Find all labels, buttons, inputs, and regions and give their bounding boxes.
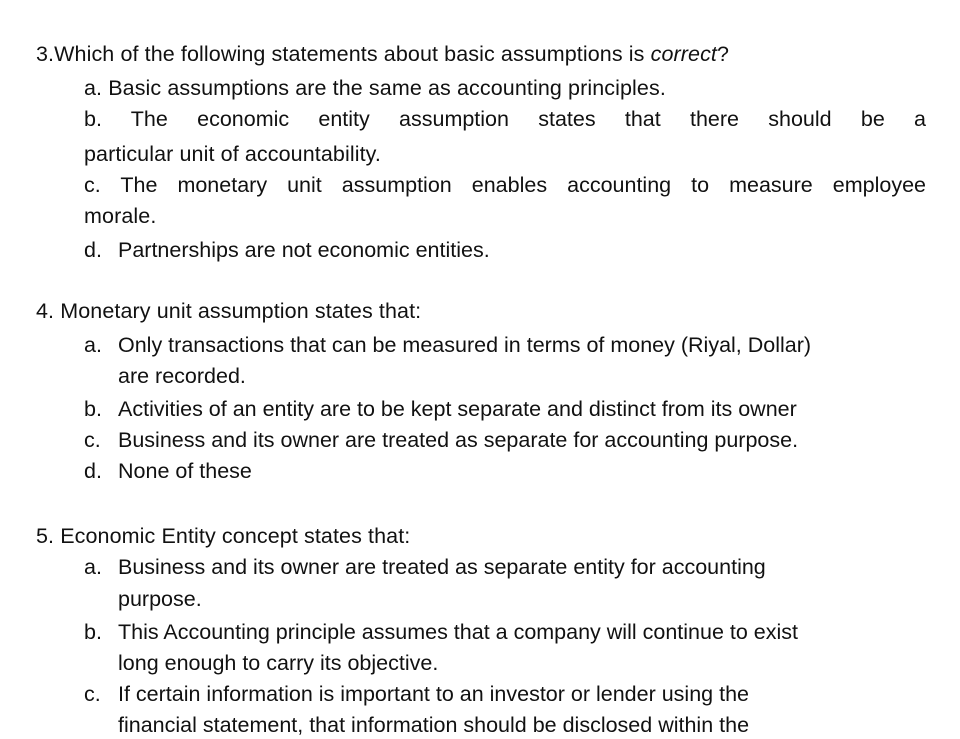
question-3-title-emphasis: correct [650,42,718,66]
question-5-option-c-letter: c. [84,682,101,706]
question-3-option-b-line1-text: b. The economic entity assumption states that there should be a [84,107,926,131]
question-3-title-text: 3.Which of the following statements about basic assumptions is [36,42,645,66]
question-4-option-c-text: Business and its owner are treated as separate for accounting purpose. [118,428,799,452]
question-3-option-c-line2: morale. [84,204,157,228]
question-4-option-a-letter: a. [84,333,102,357]
question-3-option-d-letter: d. [84,238,102,262]
question-5-option-c-line1: If certain information is important to an investor or lender using the [118,682,749,706]
question-4-option-d-text: None of these [118,459,252,483]
question-3-option-b-line2: particular unit of accountability. [84,142,381,166]
question-3-option-d-text: Partnerships are not economic entities. [118,238,490,262]
question-5-option-a-letter: a. [84,555,102,579]
question-5-option-c-line2: financial statement, that information should be disclosed within the [118,713,750,737]
question-5-option-a-line2: purpose. [118,587,202,611]
question-5-title: 5. Economic Entity concept states that: [36,524,411,548]
question-4-option-b-text: Activities of an entity are to be kept separate and distinct from its owner [118,397,797,421]
question-3-title [36,40,729,68]
question-4-title: 4. Monetary unit assumption states that: [36,299,422,323]
question-4-option-d-letter: d. [84,459,102,483]
question-3-title-end: ? [717,42,730,66]
question-4-option-a-line1: Only transactions that can be measured in terms of money (Riyal, Dollar) [118,333,812,357]
question-3-option-b-line1 [84,102,926,136]
question-4-option-b-letter: b. [84,397,102,421]
question-4-option-a-line2: are recorded. [118,364,246,388]
question-3-option-a: a. Basic assumptions are the same as accounting principles. [84,76,666,100]
question-5-option-b-line2: long enough to carry its objective. [118,651,439,675]
question-3-option-c-line1 [84,168,926,202]
question-5-option-a-line1: Business and its owner are treated as separate entity for accounting [118,555,766,579]
question-4-option-c-letter: c. [84,428,101,452]
question-5-option-b-line1: This Accounting principle assumes that a company will continue to exist [118,620,798,644]
question-3-option-c-line1-text: c. The monetary unit assumption enables accounting to measure employee [84,173,926,197]
question-5-option-b-letter: b. [84,620,102,644]
